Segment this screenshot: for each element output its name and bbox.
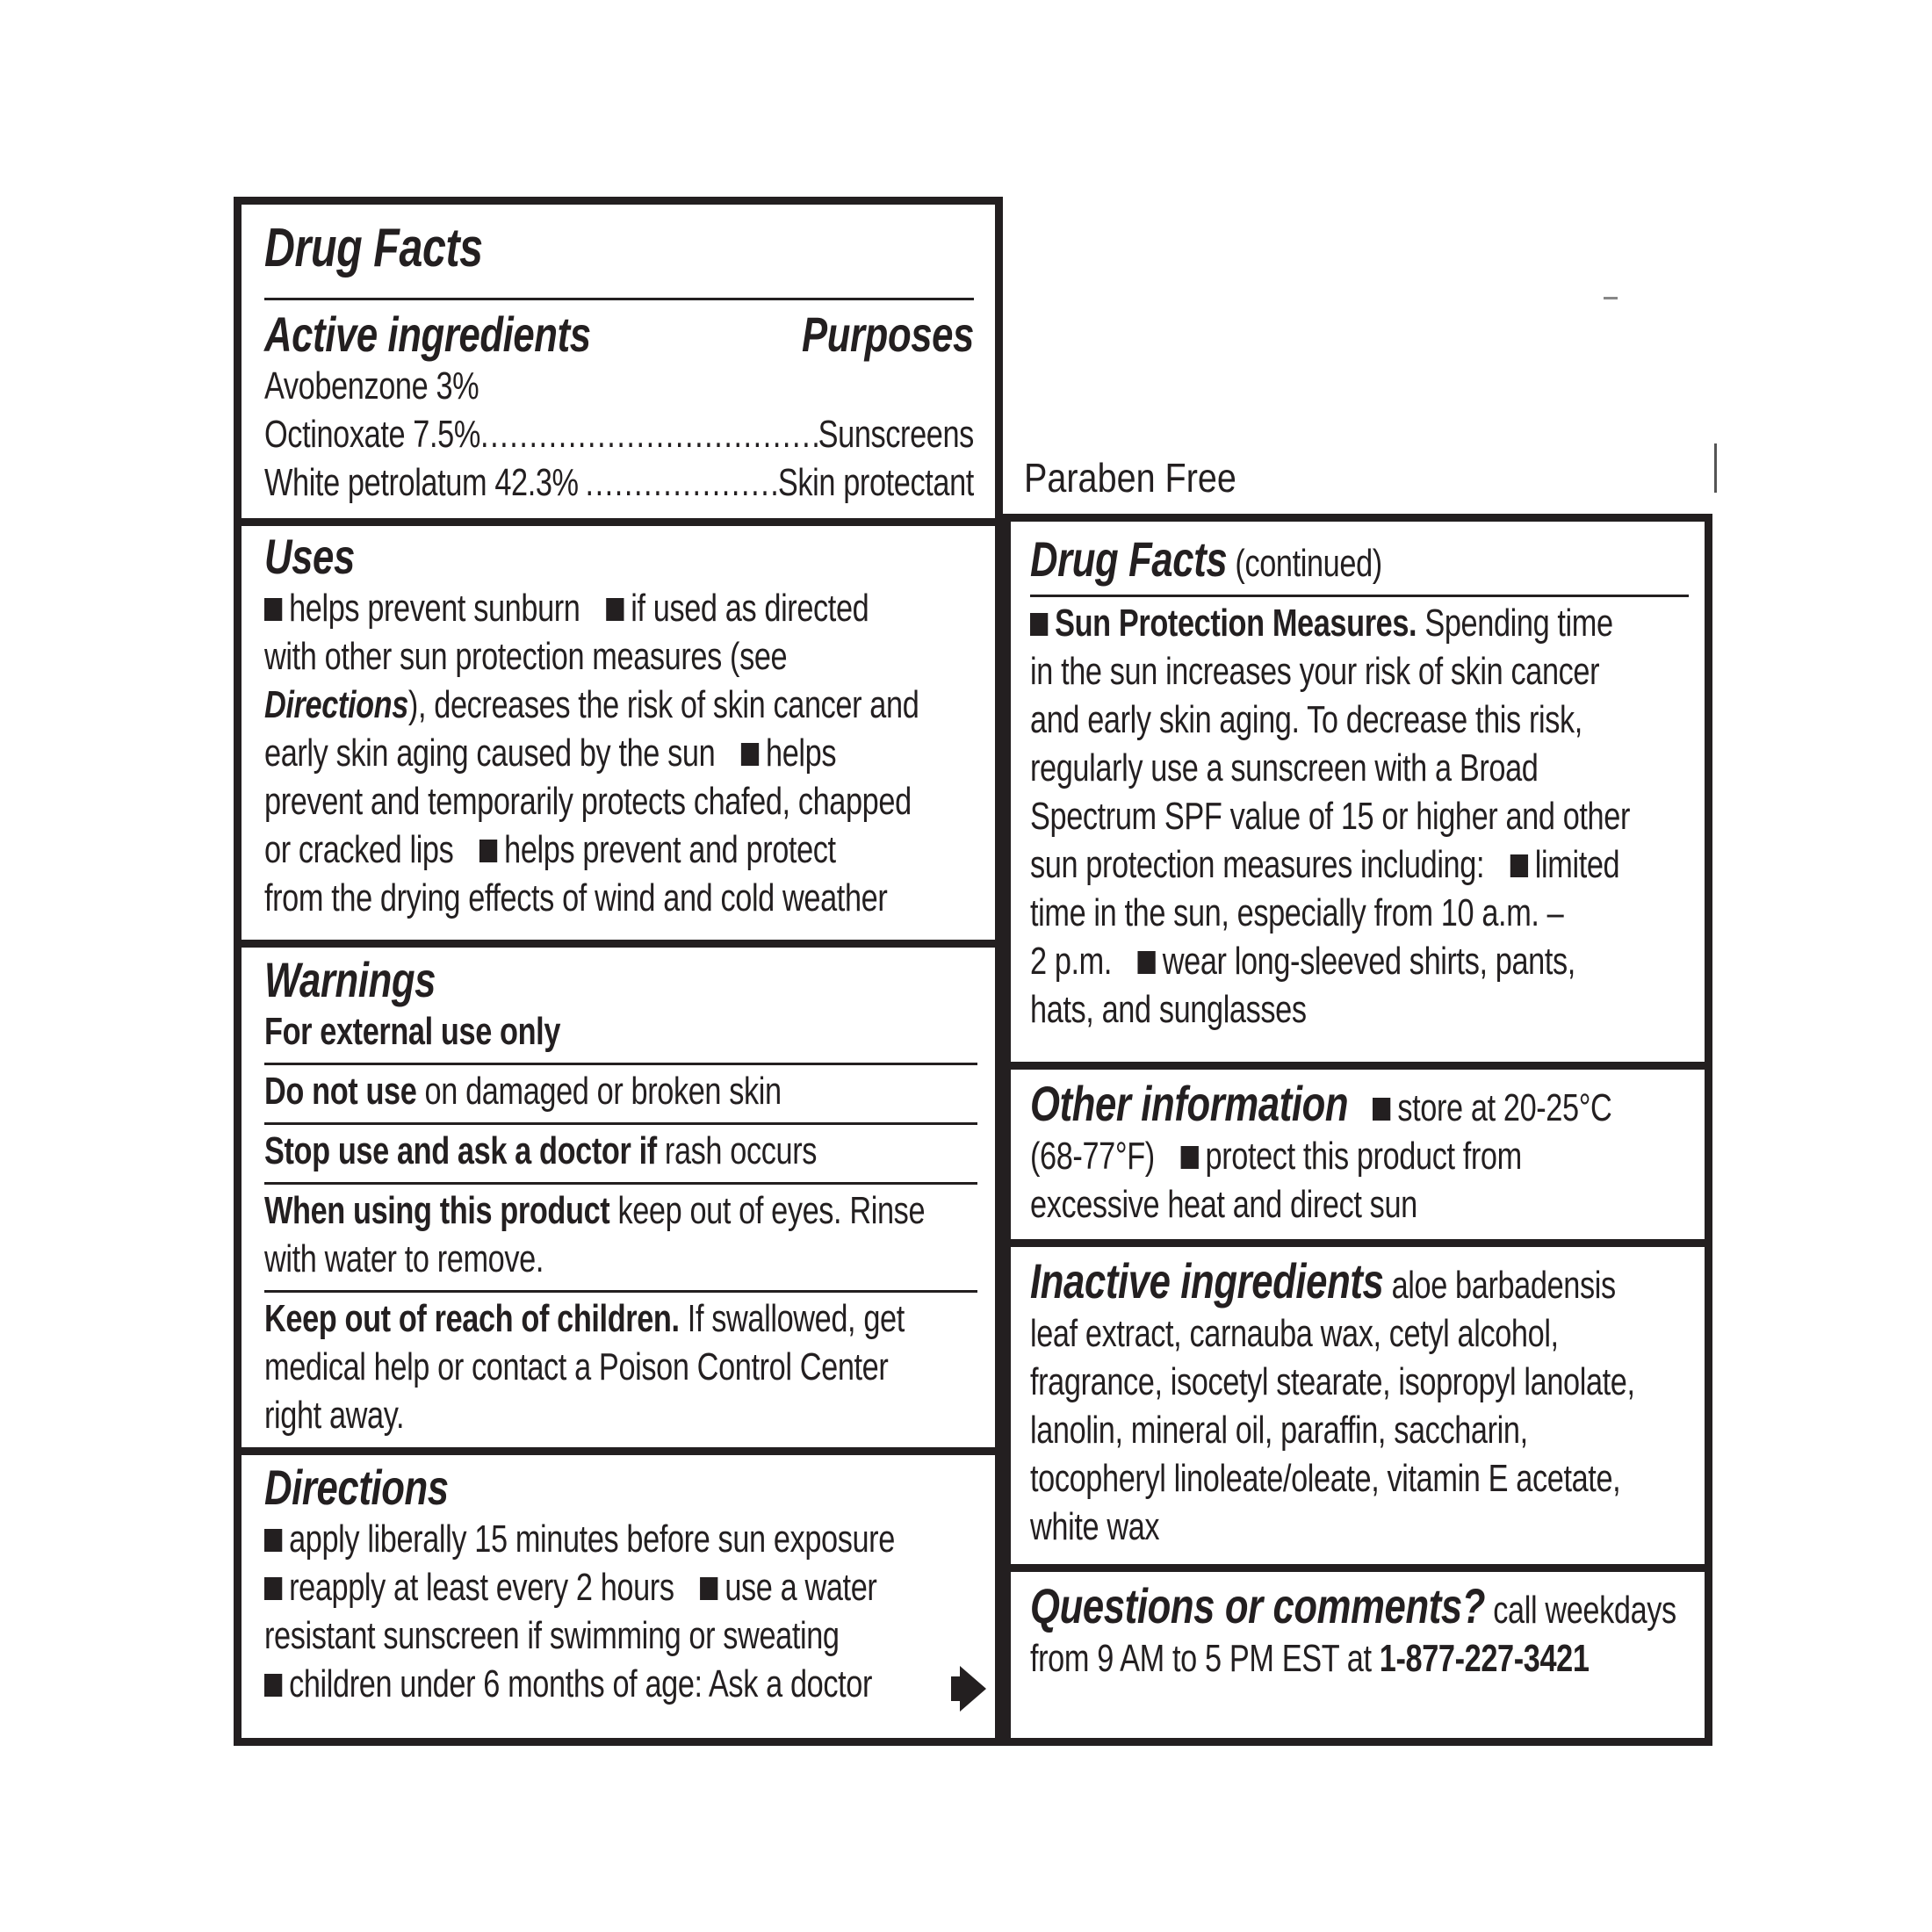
section-divider [1011,1062,1705,1070]
drug-facts-continued-title: Drug Facts [1030,531,1228,587]
stop-use: Stop use and ask a doctor if rash occurs [264,1129,818,1172]
ingredient-row: White petrolatum 42.3% ..... Skin protectant [264,458,974,507]
ingredient-row: Avobenzone 3% [264,364,479,407]
section-divider [242,518,995,526]
active-ingredients-section [242,217,995,507]
warnings-section: Warnings For external use only Do not use on damaged or broken skin Stop use and ask a doctor if rash occurs When using this product keep out of eyes. Rinse with water to remove. Keep out of reach of children. If swallowed, get medical help or contact a Poison Control Center right away. [242,953,995,1439]
questions-heading: Questions or comments? [1030,1578,1486,1633]
uses-section: Uses helps prevent sunburn if used as directed with other sun protection measures (see Directions), decreases the risk of skin cancer and early skin aging caused by the sun helps prevent and temporarily protects chafed, chapped or cracked lips helps prevent and protect from the drying effects of wind and cold weather [242,530,995,922]
sun-protection-section: Drug Facts (continued) Sun Protection Measures. Spending time in the sun increases your risk of skin cancer and early skin aging. To decrease this risk, regularly use a sunscreen with a Broad Spectrum SPF value of 15 or higher and other sun protection measures including: limited time in the sun, especially from 10 a.m. – 2 p.m. wear long-sleeved shirts, pants, hats, and sunglasses [1011,532,1705,1034]
square-bullet-icon [264,1674,282,1697]
square-bullet-icon [1373,1098,1390,1121]
square-bullet-icon [479,840,497,862]
square-bullet-icon [1138,951,1156,974]
title-rule [264,298,974,300]
keep-out-of-reach: Keep out of reach of children. If swallowed, get [264,1297,905,1340]
uses-heading: Uses [264,529,355,584]
active-ingredients-heading: Active ingredients [264,306,591,362]
ingredient-row: Octinoxate 7.5% ..... Sunscreens [264,410,974,458]
purposes-heading: Purposes [802,306,974,362]
square-bullet-icon [700,1577,717,1600]
arrow-right-icon [960,1666,986,1712]
square-bullet-icon [741,743,759,766]
questions-section: Questions or comments? call weekdays from 9 AM to 5 PM EST at 1-877-227-3421 [1030,1578,1676,1680]
section-divider [1011,1239,1705,1247]
when-using: When using this product keep out of eyes. Rinse [264,1189,926,1232]
edge-tick [1604,297,1618,299]
other-information-section: Other information store at 20-25°C (68-77°F) protect this product from excessive heat and direct sun [1030,1076,1612,1226]
edge-line [1714,443,1717,493]
drug-facts-right-panel [1003,514,1712,1746]
do-not-use: Do not use on damaged or broken skin [264,1070,782,1113]
square-bullet-icon [264,1577,282,1600]
square-bullet-icon [264,1529,282,1552]
warnings-heading: Warnings [264,952,436,1007]
drug-facts-title: Drug Facts [264,218,483,278]
drug-facts-left-panel [234,197,1003,1746]
other-information-heading: Other information [1030,1076,1349,1131]
directions-section: Directions apply liberally 15 minutes before sun exposure reapply at least every 2 hours use a water resistant sunscreen if swimming or sweating children under 6 months of age: Ask a doctor [242,1460,995,1708]
inactive-ingredients-heading: Inactive ingredients [1030,1253,1384,1308]
square-bullet-icon [1510,854,1528,877]
section-divider [1011,1564,1705,1572]
square-bullet-icon [264,598,282,621]
square-bullet-icon [606,598,624,621]
section-divider [242,1447,995,1455]
square-bullet-icon [1180,1146,1198,1169]
paraben-free-label: Paraben Free [1024,455,1236,501]
square-bullet-icon [1030,613,1048,636]
section-divider [242,940,995,948]
phone-number: 1-877-227-3421 [1379,1637,1590,1680]
inactive-ingredients-section: Inactive ingredients aloe barbadensis leaf extract, carnauba wax, cetyl alcohol, fragrance, isocetyl stearate, isopropyl lanolate, lanolin, mineral oil, paraffin, saccharin, tocopheryl linoleate/oleate, vitamin E acetate, white wax [1030,1253,1635,1548]
directions-heading: Directions [264,1460,449,1515]
external-use-only: For external use only [264,1010,561,1053]
